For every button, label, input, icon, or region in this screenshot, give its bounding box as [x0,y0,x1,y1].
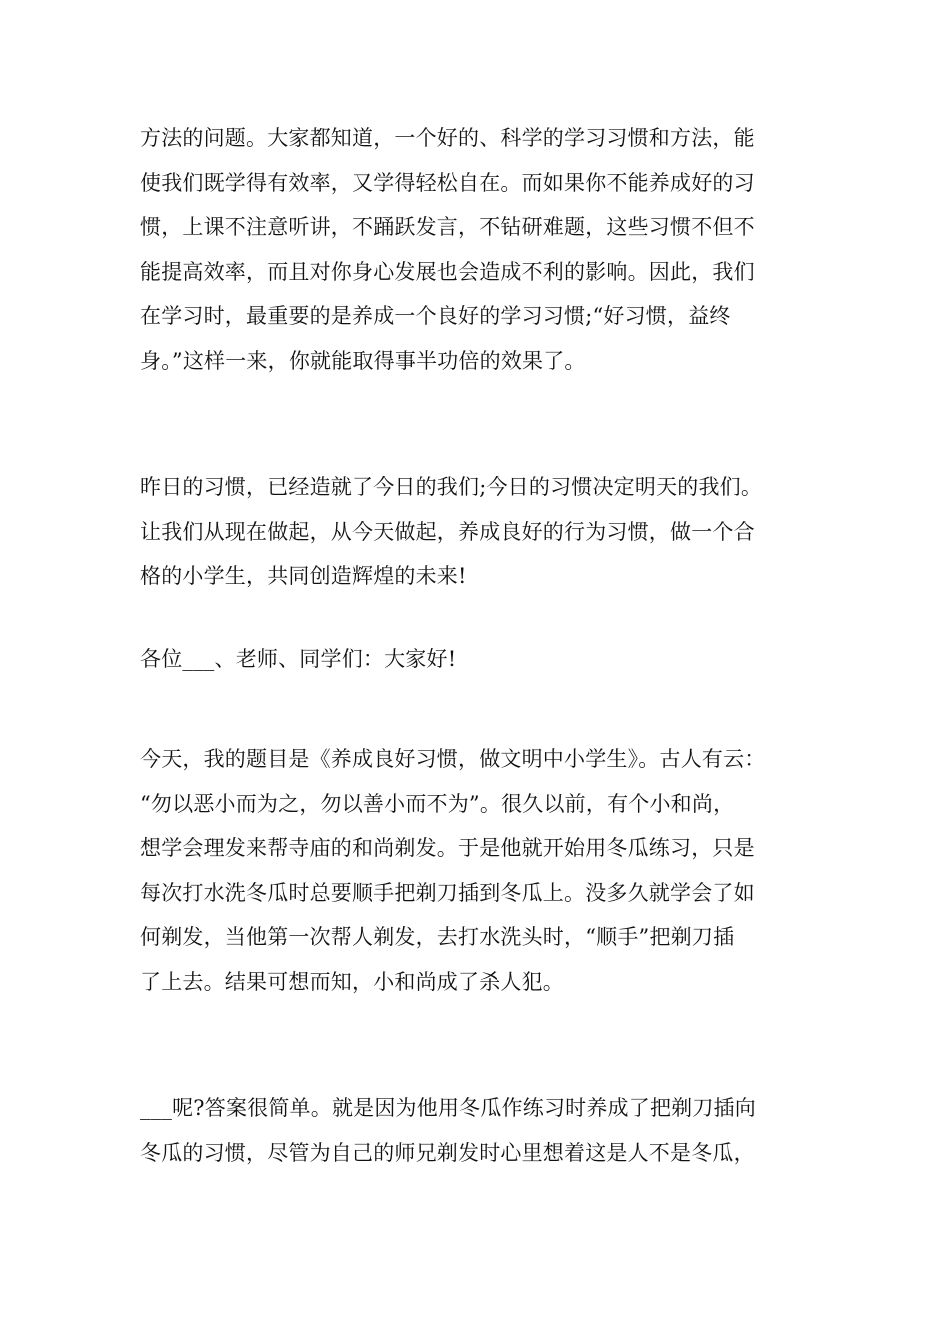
paragraph-line: 惯，上课不注意听讲，不踊跃发言，不钻研难题，这些习惯不但不 [140,215,755,239]
paragraph-line: 各位___、老师、同学们：大家好! [140,647,457,671]
paragraph-study-habits [140,116,800,383]
paragraph-line: 使我们既学得有效率，又学得轻松自在。而如果你不能养成好的习 [140,170,755,195]
paragraph-yesterday-habits [140,465,800,599]
paragraph-line: 今天，我的题目是《养成良好习惯，做文明中小学生》。古人有云： [140,747,766,771]
paragraph-greeting [140,637,800,682]
paragraph-line: 让我们从现在做起，从今天做起，养成良好的行为习惯，做一个合 [140,519,755,544]
paragraph-line: 方法的问题。大家都知道，一个好的、科学的学习习惯和方法，能 [140,126,755,150]
paragraph-line: 冬瓜的习惯，尽管为自己的师兄剃发时心里想着这是人不是冬瓜， [140,1140,755,1165]
paragraph-line: 昨日的习惯，已经造就了今日的我们;今日的习惯决定明天的我们。 [140,475,763,499]
paragraph-line: “勿以恶小而为之，勿以善小而不为”。很久以前，有个小和尚， [140,791,735,816]
paragraph-answer [140,1086,800,1175]
paragraph-line: 每次打水洗冬瓜时总要顺手把剃刀插到冬瓜上。没多久就学会了如 [140,880,755,905]
paragraph-speech-topic [140,737,800,1004]
paragraph-line: 了上去。结果可想而知，小和尚成了杀人犯。 [140,969,564,994]
paragraph-line: 在学习时，最重要的是养成一个良好的学习习惯;“好习惯，益终 [140,304,731,328]
paragraph-line: ___呢?答案很简单。就是因为他用冬瓜作练习时养成了把剃刀插向 [140,1096,756,1120]
paragraph-line: 何剃发，当他第一次帮人剃发，去打水洗头时，“顺手”把剃刀插 [140,925,735,949]
paragraph-line: 身。”这样一来，你就能取得事半功倍的效果了。 [140,348,586,373]
paragraph-line: 能提高效率，而且对你身心发展也会造成不利的影响。因此，我们 [140,259,755,284]
paragraph-line: 格的小学生，共同创造辉煌的未来! [140,564,467,588]
paragraph-line: 想学会理发来帮寺庙的和尚剃发。于是他就开始用冬瓜练习，只是 [140,836,755,860]
